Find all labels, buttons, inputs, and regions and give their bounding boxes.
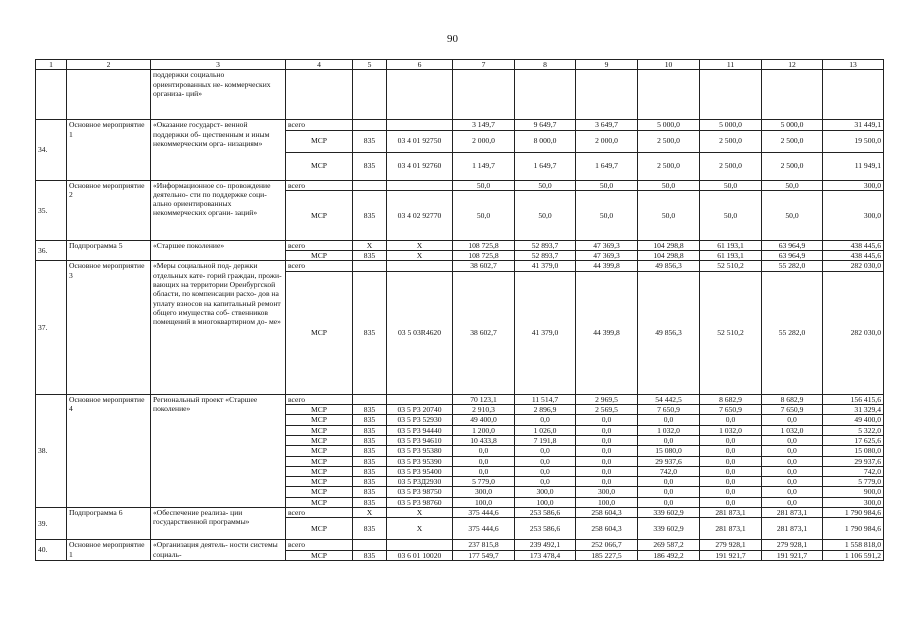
amount-cell: 0,0 [762, 446, 823, 456]
amount-cell: 50,0 [515, 190, 576, 240]
amount-cell: 1 026,0 [515, 425, 576, 435]
row-number: 34. [36, 120, 67, 180]
amount-cell: 0,0 [762, 477, 823, 487]
column-header: 6 [387, 60, 453, 70]
funding-source: МСР [286, 425, 353, 435]
funding-source: МСР [286, 190, 353, 240]
table-row [36, 508, 884, 518]
amount-cell: 191 921,7 [762, 550, 823, 560]
row-number: 38. [36, 394, 67, 507]
grbs-code: 835 [353, 477, 387, 487]
amount-cell: 0,0 [515, 415, 576, 425]
funding-source: всего [286, 394, 353, 404]
csr-code: 03 5 P3 95390 [387, 456, 453, 466]
table-row [36, 261, 884, 271]
amount-cell: 1 032,0 [638, 425, 700, 435]
amount-cell: 0,0 [638, 435, 700, 445]
amount-cell: 7 650,9 [762, 405, 823, 415]
funding-source: МСР [286, 130, 353, 152]
amount-cell: 50,0 [576, 190, 638, 240]
column-header: 10 [638, 60, 700, 70]
amount-cell: 1 200,0 [453, 425, 515, 435]
amount-cell: 300,0 [453, 487, 515, 497]
amount-cell: 31 329,4 [823, 405, 884, 415]
csr-code: 03 4 02 92770 [387, 190, 453, 240]
program-name: Основное мероприятие 1 [67, 120, 151, 180]
column-header: 1 [36, 60, 67, 70]
amount-cell: 50,0 [700, 190, 762, 240]
csr-code [387, 120, 453, 130]
amount-cell: 0,0 [762, 456, 823, 466]
amount-cell: 100,0 [453, 497, 515, 507]
table-row [36, 120, 884, 130]
amount-cell: 300,0 [823, 497, 884, 507]
amount-cell: 237 815,8 [453, 540, 515, 550]
grbs-code: X [353, 508, 387, 518]
funding-source: МСР [286, 466, 353, 476]
amount-cell: 0,0 [700, 446, 762, 456]
amount-cell: 1 558 818,0 [823, 540, 884, 550]
grbs-code: 835 [353, 435, 387, 445]
grbs-code [353, 120, 387, 130]
column-header: 2 [67, 60, 151, 70]
amount-cell: 0,0 [453, 446, 515, 456]
amount-cell: 0,0 [576, 435, 638, 445]
amount-cell: 282 030,0 [823, 261, 884, 271]
amount-cell: 8 682,9 [762, 394, 823, 404]
funding-source: всего [286, 261, 353, 271]
grbs-code: 835 [353, 152, 387, 180]
amount-cell: 55 282,0 [762, 261, 823, 271]
amount-cell: 177 549,7 [453, 550, 515, 560]
program-name: Основное мероприятие 3 [67, 261, 151, 394]
amount-cell: 7 191,8 [515, 435, 576, 445]
amount-cell: 900,0 [823, 487, 884, 497]
amount-cell: 50,0 [762, 190, 823, 240]
program-description: Региональный проект «Старшее поколение» [151, 394, 286, 507]
row-number: 40. [36, 540, 67, 561]
amount-cell: 2 500,0 [638, 130, 700, 152]
amount-cell: 70 123,1 [453, 394, 515, 404]
amount-cell: 2 896,9 [515, 405, 576, 415]
amount-cell: 2 500,0 [762, 152, 823, 180]
amount-cell: 0,0 [762, 466, 823, 476]
table-row [36, 240, 884, 250]
row-number: 35. [36, 180, 67, 240]
csr-code [387, 180, 453, 190]
amount-cell: 100,0 [576, 497, 638, 507]
amount-cell: 0,0 [453, 466, 515, 476]
amount-cell: 50,0 [453, 190, 515, 240]
grbs-code: 835 [353, 446, 387, 456]
amount-cell: 9 649,7 [515, 120, 576, 130]
amount-cell: 252 066,7 [576, 540, 638, 550]
amount-cell: 742,0 [823, 466, 884, 476]
amount-cell: 5 000,0 [762, 120, 823, 130]
amount-cell: 0,0 [700, 487, 762, 497]
amount-cell: 2 569,5 [576, 405, 638, 415]
amount-cell: 47 369,3 [576, 251, 638, 261]
amount-cell: 185 227,5 [576, 550, 638, 560]
amount-cell: 2 000,0 [453, 130, 515, 152]
amount-cell: 108 725,8 [453, 240, 515, 250]
amount-cell: 186 492,2 [638, 550, 700, 560]
grbs-code: 835 [353, 130, 387, 152]
row-number: 37. [36, 261, 67, 394]
amount-cell: 258 604,3 [576, 508, 638, 518]
amount-cell: 2 500,0 [700, 152, 762, 180]
amount-cell: 50,0 [638, 180, 700, 190]
csr-code: X [387, 518, 453, 540]
grbs-code: 835 [353, 487, 387, 497]
amount-cell: 49 400,0 [453, 415, 515, 425]
amount-cell: 3 649,7 [576, 120, 638, 130]
amount-cell: 281 873,1 [762, 518, 823, 540]
column-header: 7 [453, 60, 515, 70]
amount-cell: 0,0 [762, 415, 823, 425]
amount-cell: 3 149,7 [453, 120, 515, 130]
grbs-code: 835 [353, 190, 387, 240]
amount-cell: 339 602,9 [638, 518, 700, 540]
amount-cell: 50,0 [762, 180, 823, 190]
amount-cell: 49 856,3 [638, 261, 700, 271]
amount-cell: 2 000,0 [576, 130, 638, 152]
grbs-code: 835 [353, 425, 387, 435]
funding-source: МСР [286, 456, 353, 466]
funding-source: МСР [286, 477, 353, 487]
amount-cell: 41 379,0 [515, 261, 576, 271]
column-header: 12 [762, 60, 823, 70]
amount-cell: 1 032,0 [700, 425, 762, 435]
amount-cell: 239 492,1 [515, 540, 576, 550]
column-header: 9 [576, 60, 638, 70]
amount-cell: 52 893,7 [515, 240, 576, 250]
amount-cell: 54 442,5 [638, 394, 700, 404]
amount-cell: 1 790 984,6 [823, 508, 884, 518]
amount-cell: 2 500,0 [638, 152, 700, 180]
amount-cell: 300,0 [823, 180, 884, 190]
column-header: 4 [286, 60, 353, 70]
amount-cell: 63 964,9 [762, 251, 823, 261]
csr-code: 03 5 P3 98750 [387, 487, 453, 497]
amount-cell: 11 949,1 [823, 152, 884, 180]
csr-code: 03 5 P3 94610 [387, 435, 453, 445]
csr-code: 03 4 01 92760 [387, 152, 453, 180]
amount-cell: 52 893,7 [515, 251, 576, 261]
column-header: 11 [700, 60, 762, 70]
csr-code: X [387, 240, 453, 250]
column-header: 13 [823, 60, 884, 70]
amount-cell: 0,0 [576, 425, 638, 435]
table-row [36, 540, 884, 550]
amount-cell: 61 193,1 [700, 240, 762, 250]
grbs-code: 835 [353, 466, 387, 476]
column-header: 8 [515, 60, 576, 70]
csr-code: 03 5 P3 94440 [387, 425, 453, 435]
amount-cell: 100,0 [515, 497, 576, 507]
amount-cell: 5 000,0 [638, 120, 700, 130]
amount-cell: 742,0 [638, 466, 700, 476]
funding-source: МСР [286, 435, 353, 445]
header-row [36, 60, 884, 70]
program-description: «Меры социальной под- держки отдельных кате- горий граждан, прожи- вающих на территории Оренбургской области, по компенсации расхо- дов на уплату взносов на капитальный ремонт общего имущества соб- ственников помещений в многоквартирном до- ме» [151, 261, 286, 394]
column-header: 5 [353, 60, 387, 70]
funding-source: МСР [286, 251, 353, 261]
amount-cell: 1 790 984,6 [823, 518, 884, 540]
amount-cell: 38 602,7 [453, 261, 515, 271]
amount-cell: 38 602,7 [453, 271, 515, 394]
amount-cell: 300,0 [515, 487, 576, 497]
table-body [36, 60, 884, 561]
funding-source: МСР [286, 446, 353, 456]
funding-source: всего [286, 540, 353, 550]
amount-cell: 0,0 [576, 477, 638, 487]
amount-cell: 61 193,1 [700, 251, 762, 261]
amount-cell: 1 032,0 [762, 425, 823, 435]
column-header: 3 [151, 60, 286, 70]
amount-cell: 55 282,0 [762, 271, 823, 394]
budget-table [35, 59, 884, 561]
amount-cell: 300,0 [576, 487, 638, 497]
funding-source: всего [286, 180, 353, 190]
amount-cell: 10 433,8 [453, 435, 515, 445]
program-name: Подпрограмма 6 [67, 508, 151, 540]
program-name: Подпрограмма 5 [67, 240, 151, 261]
funding-source: МСР [286, 415, 353, 425]
amount-cell: 0,0 [576, 415, 638, 425]
amount-cell: 7 650,9 [638, 405, 700, 415]
amount-cell: 282 030,0 [823, 271, 884, 394]
csr-code: 03 4 01 92750 [387, 130, 453, 152]
amount-cell: 173 478,4 [515, 550, 576, 560]
row-number: 36. [36, 240, 67, 261]
amount-cell: 438 445,6 [823, 240, 884, 250]
grbs-code: 835 [353, 405, 387, 415]
amount-cell: 0,0 [700, 435, 762, 445]
amount-cell: 0,0 [576, 446, 638, 456]
amount-cell: 11 514,7 [515, 394, 576, 404]
amount-cell: 253 586,6 [515, 518, 576, 540]
amount-cell: 1 649,7 [515, 152, 576, 180]
program-description: «Старшее поколение» [151, 240, 286, 261]
grbs-code: 835 [353, 251, 387, 261]
amount-cell: 44 399,8 [576, 261, 638, 271]
amount-cell: 0,0 [638, 487, 700, 497]
row-number: 39. [36, 508, 67, 540]
continuation-row [36, 70, 884, 120]
grbs-code [353, 540, 387, 550]
amount-cell: 2 910,3 [453, 405, 515, 415]
amount-cell: 0,0 [762, 497, 823, 507]
amount-cell: 281 873,1 [700, 518, 762, 540]
amount-cell: 0,0 [638, 477, 700, 487]
program-description: «Информационное со- провождение деятельно- сти по поддержке соци- ально ориентированных некоммерческих органи- заций» [151, 180, 286, 240]
csr-code [387, 261, 453, 271]
amount-cell: 0,0 [700, 456, 762, 466]
amount-cell: 47 369,3 [576, 240, 638, 250]
amount-cell: 52 510,2 [700, 261, 762, 271]
amount-cell: 7 650,9 [700, 405, 762, 415]
amount-cell: 0,0 [700, 497, 762, 507]
amount-cell: 0,0 [576, 456, 638, 466]
csr-code: 03 5 P3 20740 [387, 405, 453, 415]
csr-code: 03 5 P3 95380 [387, 446, 453, 456]
amount-cell: 339 602,9 [638, 508, 700, 518]
funding-source: МСР [286, 152, 353, 180]
amount-cell: 0,0 [453, 456, 515, 466]
amount-cell: 1 149,7 [453, 152, 515, 180]
csr-code: 03 5 P3 52930 [387, 415, 453, 425]
continuation-text: поддержки социально ориентированных не- коммерческих организа- ций» [151, 70, 286, 120]
grbs-code: 835 [353, 271, 387, 394]
funding-source: всего [286, 120, 353, 130]
program-name: Основное мероприятие 1 [67, 540, 151, 561]
amount-cell: 8 000,0 [515, 130, 576, 152]
amount-cell: 50,0 [453, 180, 515, 190]
amount-cell: 0,0 [515, 446, 576, 456]
amount-cell: 29 937,6 [823, 456, 884, 466]
amount-cell: 5 779,0 [823, 477, 884, 487]
grbs-code: 835 [353, 415, 387, 425]
amount-cell: 279 928,1 [762, 540, 823, 550]
amount-cell: 300,0 [823, 190, 884, 240]
amount-cell: 258 604,3 [576, 518, 638, 540]
grbs-code [353, 180, 387, 190]
funding-source: МСР [286, 550, 353, 560]
amount-cell: 0,0 [515, 456, 576, 466]
csr-code: 03 5 03R4620 [387, 271, 453, 394]
amount-cell: 49 856,3 [638, 271, 700, 394]
amount-cell: 15 080,0 [823, 446, 884, 456]
amount-cell: 2 969,5 [576, 394, 638, 404]
amount-cell: 0,0 [762, 487, 823, 497]
amount-cell: 52 510,2 [700, 271, 762, 394]
page-number: 90 [447, 33, 458, 45]
amount-cell: 281 873,1 [762, 508, 823, 518]
amount-cell: 0,0 [638, 415, 700, 425]
amount-cell: 31 449,1 [823, 120, 884, 130]
amount-cell: 191 921,7 [700, 550, 762, 560]
grbs-code: 835 [353, 550, 387, 560]
amount-cell: 8 682,9 [700, 394, 762, 404]
program-name: Основное мероприятие 2 [67, 180, 151, 240]
amount-cell: 1 106 591,2 [823, 550, 884, 560]
csr-code: X [387, 508, 453, 518]
funding-source: всего [286, 240, 353, 250]
funding-source: МСР [286, 405, 353, 415]
amount-cell: 19 500,0 [823, 130, 884, 152]
amount-cell: 104 298,8 [638, 240, 700, 250]
amount-cell: 0,0 [576, 466, 638, 476]
amount-cell: 5 322,0 [823, 425, 884, 435]
amount-cell: 0,0 [515, 466, 576, 476]
amount-cell: 44 399,8 [576, 271, 638, 394]
amount-cell: 104 298,8 [638, 251, 700, 261]
amount-cell: 279 928,1 [700, 540, 762, 550]
amount-cell: 0,0 [700, 466, 762, 476]
amount-cell: 269 587,2 [638, 540, 700, 550]
grbs-code [353, 261, 387, 271]
table-row [36, 394, 884, 404]
amount-cell: 375 444,6 [453, 518, 515, 540]
amount-cell: 41 379,0 [515, 271, 576, 394]
amount-cell: 0,0 [762, 435, 823, 445]
amount-cell: 49 400,0 [823, 415, 884, 425]
amount-cell: 253 586,6 [515, 508, 576, 518]
funding-source: МСР [286, 518, 353, 540]
funding-source: МСР [286, 497, 353, 507]
amount-cell: 50,0 [515, 180, 576, 190]
program-description: «Оказание государст- венной поддержки об- щественным и иным некоммерческим орга- низациям» [151, 120, 286, 180]
amount-cell: 63 964,9 [762, 240, 823, 250]
amount-cell: 0,0 [515, 477, 576, 487]
amount-cell: 29 937,6 [638, 456, 700, 466]
grbs-code: 835 [353, 456, 387, 466]
grbs-code: 835 [353, 518, 387, 540]
amount-cell: 2 500,0 [700, 130, 762, 152]
csr-code: 03 5 P3 98760 [387, 497, 453, 507]
grbs-code [353, 394, 387, 404]
amount-cell: 0,0 [700, 415, 762, 425]
amount-cell: 50,0 [638, 190, 700, 240]
amount-cell: 15 080,0 [638, 446, 700, 456]
amount-cell: 156 415,6 [823, 394, 884, 404]
amount-cell: 0,0 [700, 477, 762, 487]
amount-cell: 375 444,6 [453, 508, 515, 518]
csr-code: 03 6 01 10020 [387, 550, 453, 560]
funding-source: МСР [286, 271, 353, 394]
amount-cell: 5 779,0 [453, 477, 515, 487]
program-name: Основное мероприятие 4 [67, 394, 151, 507]
csr-code: 03 5 P3Д2930 [387, 477, 453, 487]
table-row [36, 180, 884, 190]
program-description: «Организация деятель- ности системы социаль- [151, 540, 286, 561]
grbs-code: 835 [353, 497, 387, 507]
amount-cell: 50,0 [700, 180, 762, 190]
csr-code [387, 540, 453, 550]
grbs-code: X [353, 240, 387, 250]
amount-cell: 5 000,0 [700, 120, 762, 130]
funding-source: всего [286, 508, 353, 518]
amount-cell: 50,0 [576, 180, 638, 190]
amount-cell: 438 445,6 [823, 251, 884, 261]
csr-code [387, 394, 453, 404]
amount-cell: 108 725,8 [453, 251, 515, 261]
amount-cell: 281 873,1 [700, 508, 762, 518]
funding-source: МСР [286, 487, 353, 497]
program-description: «Обеспечение реализа- ции государственной программы» [151, 508, 286, 540]
amount-cell: 0,0 [638, 497, 700, 507]
amount-cell: 1 649,7 [576, 152, 638, 180]
amount-cell: 2 500,0 [762, 130, 823, 152]
amount-cell: 17 625,6 [823, 435, 884, 445]
csr-code: X [387, 251, 453, 261]
csr-code: 03 5 P3 95400 [387, 466, 453, 476]
